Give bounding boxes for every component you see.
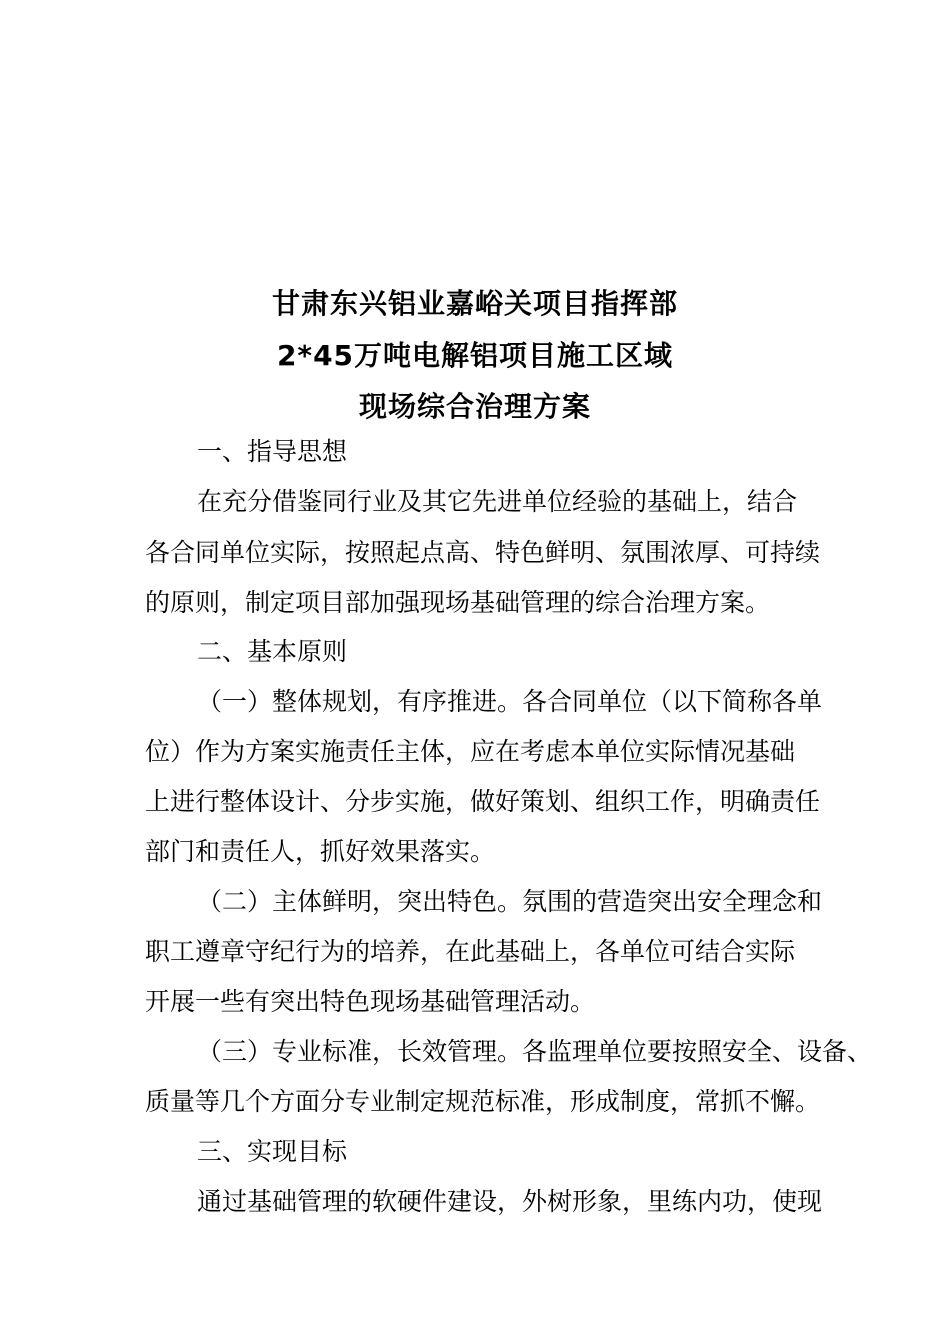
paragraph-line: （一）整体规划，有序推进。各合同单位（以下简称各单	[197, 687, 823, 716]
paragraph-line: 位）作为方案实施责任主体，应在考虑本单位实际情况基础	[145, 737, 796, 766]
paragraph-line: 质量等几个方面分专业制定规范标准，形成制度，常抓不懈。	[145, 1087, 821, 1116]
section-heading: 一、指导思想	[197, 437, 348, 466]
paragraph-line: （二）主体鲜明，突出特色。氛围的营造突出安全理念和	[197, 887, 823, 916]
paragraph-line: 开展一些有突出特色现场基础管理活动。	[145, 987, 596, 1016]
paragraph-line: 在充分借鉴同行业及其它先进单位经验的基础上，结合	[197, 487, 798, 516]
section-heading: 三、实现目标	[197, 1137, 348, 1166]
paragraph-line: 部门和责任人，抓好效果落实。	[145, 837, 496, 866]
paragraph-line: 上进行整体设计、分步实施，做好策划、组织工作，明确责任	[145, 787, 821, 816]
title-line-3: 现场综合治理方案	[358, 390, 591, 423]
paragraph-line: 通过基础管理的软硬件建设，外树形象，里练内功，使现	[197, 1187, 823, 1216]
title-line-2: 2*45万吨电解铝项目施工区域	[276, 339, 674, 372]
paragraph-line: （三）专业标准，长效管理。各监理单位要按照安全、设备、	[197, 1037, 873, 1066]
title-line-1: 甘肃东兴铝业嘉峪关项目指挥部	[271, 287, 678, 320]
paragraph-line: 的原则，制定项目部加强现场基础管理的综合治理方案。	[145, 588, 771, 617]
paragraph-line: 各合同单位实际，按照起点高、特色鲜明、氛围浓厚、可持续	[145, 538, 821, 567]
section-heading: 二、基本原则	[197, 637, 348, 666]
paragraph-line: 职工遵章守纪行为的培养，在此基础上，各单位可结合实际	[145, 937, 796, 966]
